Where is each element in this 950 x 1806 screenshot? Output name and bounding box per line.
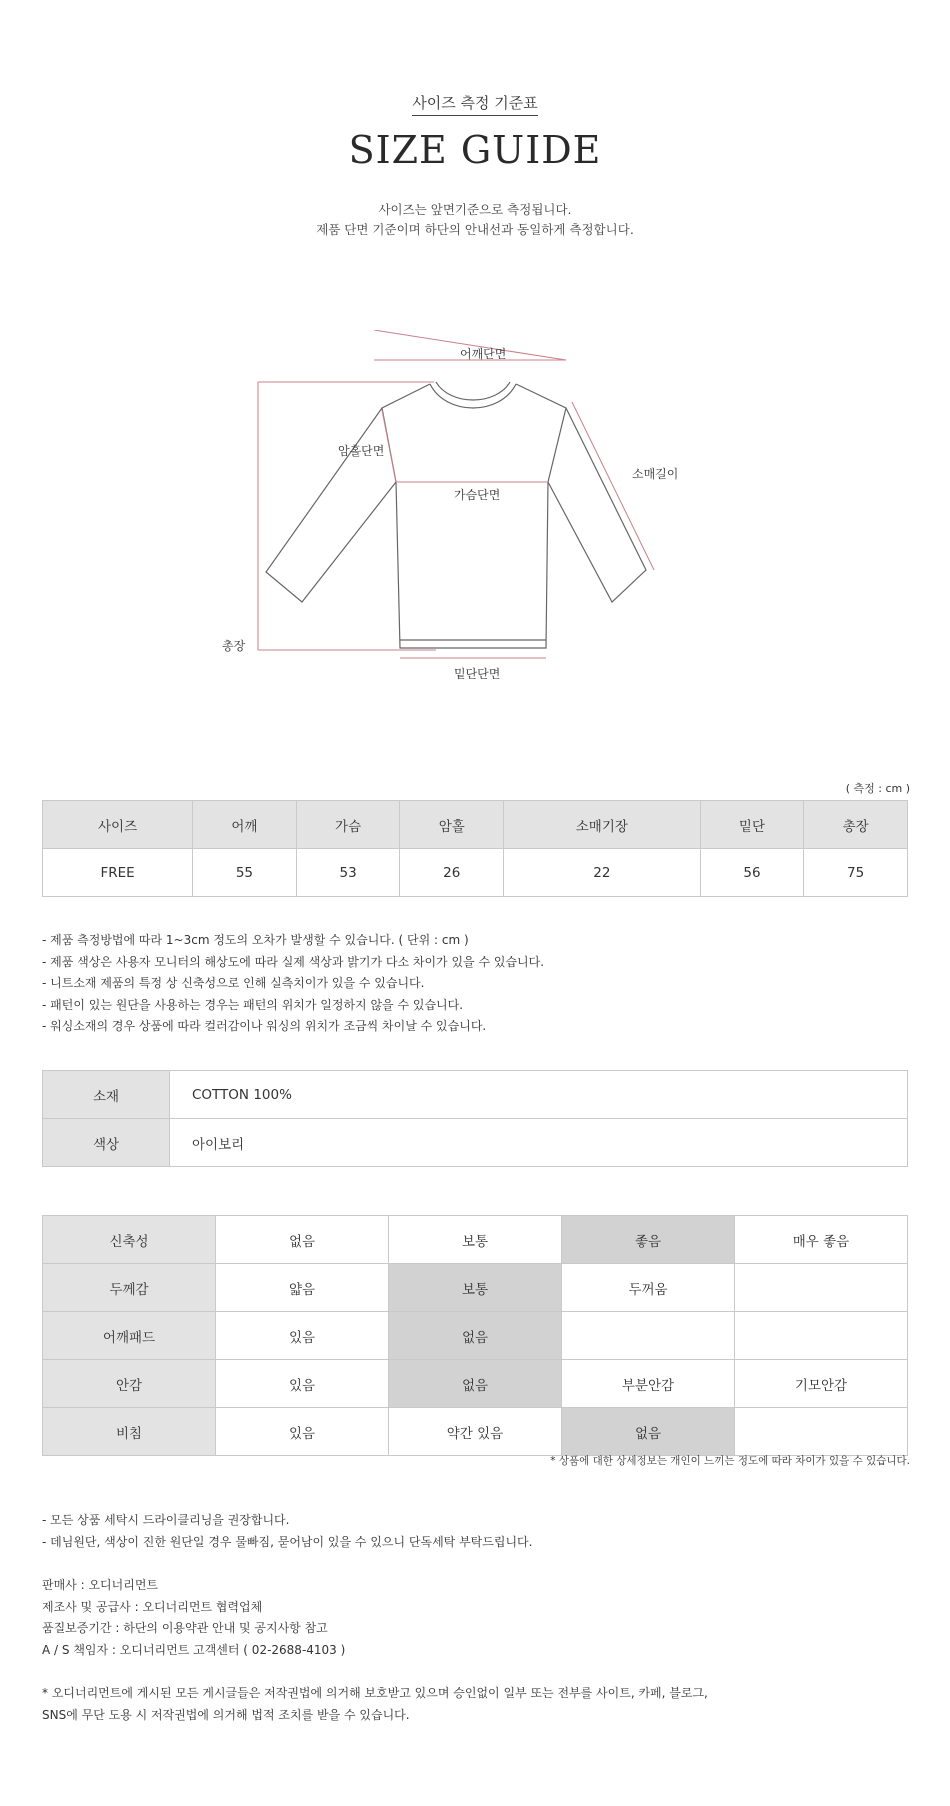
feature-option: 보통 [389, 1216, 562, 1264]
intro-line-2: 제품 단면 기준이며 하단의 안내선과 동일하게 측정합니다. [316, 222, 634, 237]
feature-option: 없음 [216, 1216, 389, 1264]
size-table-row [43, 849, 908, 897]
size-header-cell: 총장 [804, 801, 908, 849]
feature-option [735, 1312, 908, 1360]
seller-line: 판매사 : 오디너리먼트 [42, 1578, 159, 1592]
note-line: - 제품 측정방법에 따라 1~3cm 정도의 오차가 발생할 수 있습니다. ( 단위 : cm ) [42, 933, 469, 947]
measure-notes [42, 930, 544, 1038]
seller-info [42, 1575, 345, 1661]
length-label: 총장 [222, 639, 246, 653]
note-line: - 니트소재 제품의 특정 상 신축성으로 인해 실측치이가 있을 수 있습니다. [42, 976, 425, 990]
care-line: - 모든 상품 세탁시 드라이클리닝을 권장합니다. [42, 1513, 290, 1527]
size-header-cell: 어깨 [193, 801, 297, 849]
size-header-cell: 암홀 [400, 801, 504, 849]
feature-label: 안감 [43, 1360, 216, 1408]
feature-option: 있음 [216, 1408, 389, 1456]
size-header-cell: 소매기장 [504, 801, 701, 849]
feature-option: 얇음 [216, 1264, 389, 1312]
size-value-cell: 26 [400, 849, 504, 897]
care-line: - 데님원단, 색상이 진한 원단일 경우 물빠짐, 묻어남이 있을 수 있으니 단독세탁 부탁드립니다. [42, 1534, 533, 1549]
feature-row [43, 1360, 908, 1408]
seller-line: 제조사 및 공급사 : 오디너리먼트 협력업체 [42, 1599, 263, 1614]
garment-outline [266, 382, 646, 648]
unit-note: ( 측정 : cm ) [845, 782, 910, 795]
chest-label: 가슴단면 [454, 488, 501, 502]
size-table-header [43, 801, 908, 849]
feature-option: 부분안감 [562, 1360, 735, 1408]
note-line: - 제품 색상은 사용자 모니터의 해상도에 따라 실제 색상과 밝기가 다소 차이가 있을 수 있습니다. [42, 954, 545, 969]
feature-row [43, 1312, 908, 1360]
copyright-line: * 오디너리먼트에 게시된 모든 게시글들은 저작권법에 의거해 보호받고 있으며 승인없이 일부 또는 전부를 사이트, 카페, 블로그, [42, 1686, 708, 1700]
hem-label: 밑단단면 [454, 667, 501, 681]
feature-option: 기모안감 [735, 1360, 908, 1408]
size-header-cell: 가슴 [296, 801, 400, 849]
size-header-cell: 사이즈 [43, 801, 193, 849]
size-value-cell: FREE [43, 849, 193, 897]
color-row [43, 1119, 908, 1167]
intro-line-1: 사이즈는 앞면기준으로 측정됩니다. [378, 202, 572, 217]
size-value-cell: 75 [804, 849, 908, 897]
feature-option: 약간 있음 [389, 1408, 562, 1456]
color-label: 색상 [43, 1119, 170, 1167]
feature-option-selected: 없음 [389, 1360, 562, 1408]
kr-title: 사이즈 측정 기준표 [0, 92, 950, 113]
care-notes [42, 1510, 532, 1553]
feature-option-selected: 없음 [389, 1312, 562, 1360]
note-line: - 워싱소재의 경우 상품에 따라 컬러감이나 워싱의 위치가 조금씩 차이날 수 있습니다. [42, 1019, 487, 1033]
material-table [42, 1070, 908, 1167]
note-line: - 패턴이 있는 원단을 사용하는 경우는 패턴의 위치가 일정하지 않을 수 있습니다. [42, 997, 464, 1012]
size-value-cell: 22 [504, 849, 701, 897]
fabric-label: 소재 [43, 1071, 170, 1119]
feature-option [735, 1408, 908, 1456]
feature-option-selected: 보통 [389, 1264, 562, 1312]
fabric-value: COTTON 100% [170, 1071, 908, 1119]
seller-line: 품질보증기간 : 하단의 이용약관 안내 및 공지사항 참고 [42, 1621, 328, 1635]
size-table [42, 800, 908, 897]
size-value-cell: 53 [296, 849, 400, 897]
feature-option [735, 1264, 908, 1312]
sleeve-label: 소매길이 [632, 467, 679, 481]
feature-option-selected: 좋음 [562, 1216, 735, 1264]
size-header-cell: 밑단 [700, 801, 804, 849]
feature-label: 어깨패드 [43, 1312, 216, 1360]
feature-row [43, 1408, 908, 1456]
color-value: 아이보리 [170, 1119, 908, 1167]
feature-option: 매우 좋음 [735, 1216, 908, 1264]
feature-label: 두께감 [43, 1264, 216, 1312]
feature-label: 비침 [43, 1408, 216, 1456]
feature-note: * 상품에 대한 상세정보는 개인이 느끼는 정도에 따라 차이가 있을 수 있습니다. [550, 1455, 910, 1467]
feature-option: 두꺼움 [562, 1264, 735, 1312]
copyright-line: SNS에 무단 도용 시 저작권법에 의거해 법적 조치를 받을 수 있습니다. [42, 1707, 410, 1722]
size-value-cell: 56 [700, 849, 804, 897]
garment-diagram [210, 330, 730, 690]
feature-label: 신축성 [43, 1216, 216, 1264]
copyright-notice [42, 1683, 708, 1726]
feature-table [42, 1215, 908, 1456]
armhole-label: 암홀단면 [338, 444, 385, 458]
size-value-cell: 55 [193, 849, 297, 897]
shoulder-label: 어깨단면 [460, 347, 507, 361]
page-title: SIZE GUIDE [348, 128, 602, 172]
feature-option [562, 1312, 735, 1360]
feature-option: 있음 [216, 1312, 389, 1360]
feature-option: 있음 [216, 1360, 389, 1408]
feature-row [43, 1264, 908, 1312]
feature-option-selected: 없음 [562, 1408, 735, 1456]
fabric-row [43, 1071, 908, 1119]
feature-row [43, 1216, 908, 1264]
seller-line: A / S 책임자 : 오디너리먼트 고객센터 ( 02-2688-4103 ) [42, 1642, 346, 1657]
